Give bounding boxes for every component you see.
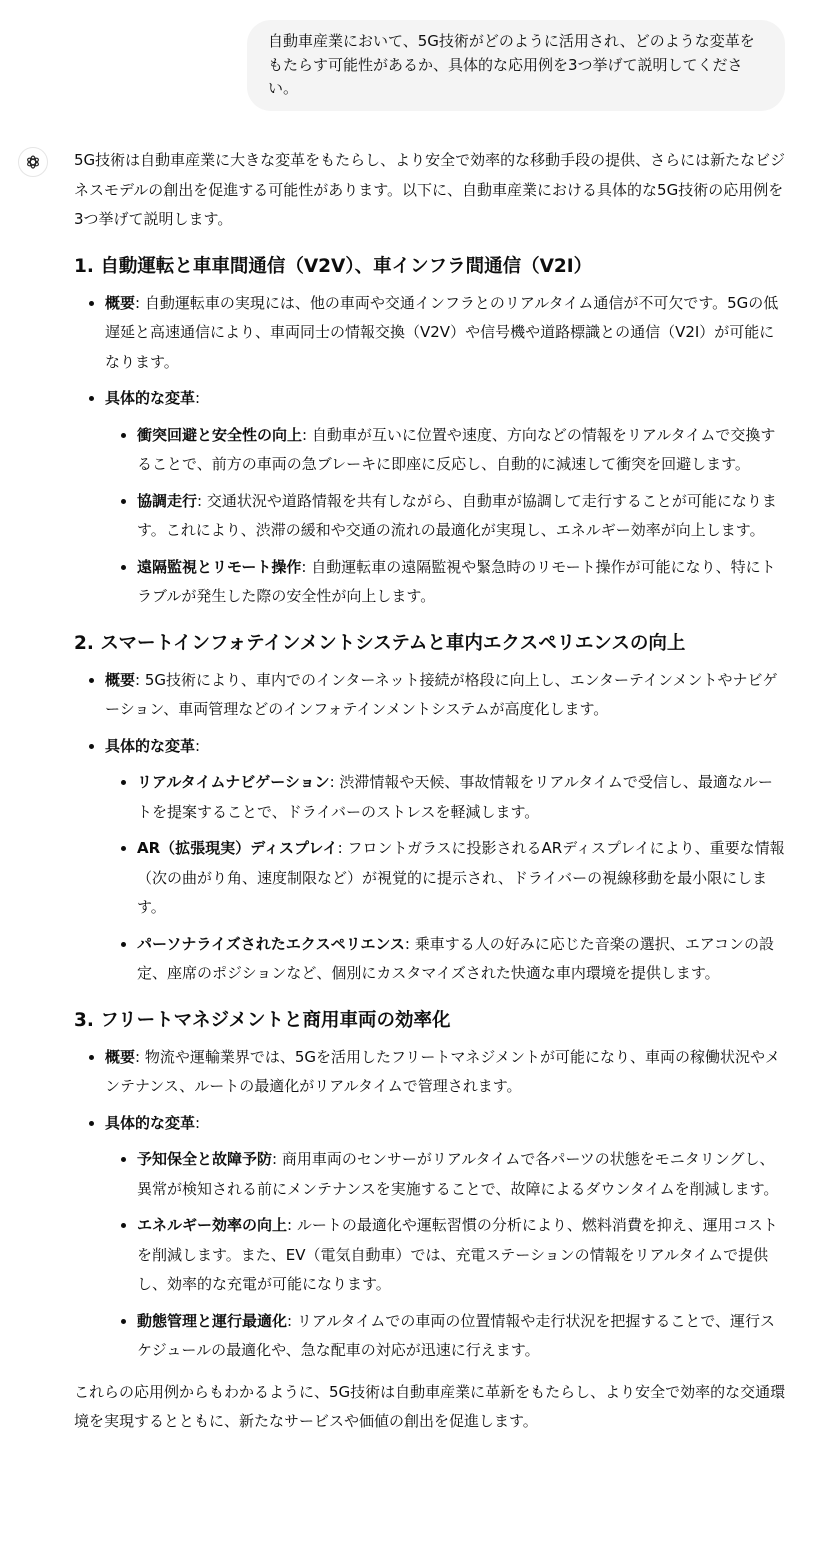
- change-text: : 自動運転車の遠隔監視や緊急時のリモート操作が可能になり、特にトラブルが発生した際の安全性が向上します。: [137, 557, 776, 605]
- change-item: [137, 487, 786, 546]
- overview-item: [105, 1043, 786, 1102]
- changes-item: [105, 732, 786, 989]
- change-text: : リアルタイムでの車両の位置情報や走行状況を把握することで、運行スケジュールの最適化や、急な配車の対応が迅速に行えます。: [137, 1311, 776, 1359]
- overview-item: [105, 289, 786, 378]
- change-label: AR（拡張現実）ディスプレイ: [137, 839, 338, 857]
- overview-label: 概要: [105, 1047, 136, 1066]
- user-message-bubble: [247, 20, 785, 111]
- change-label: エネルギー効率の向上: [137, 1216, 288, 1234]
- overview-label: 概要: [105, 670, 136, 689]
- changes-label: 具体的な変革: [105, 389, 196, 407]
- changes-item: [105, 384, 786, 612]
- change-label: 遠隔監視とリモート操作: [137, 557, 302, 576]
- change-text: : ルートの最適化や運転習慣の分析により、燃料消費を抑え、運用コストを削減します。また、EV（電気自動車）では、充電ステーションの情報をリアルタイムで提供し、効率的な充電が可能になります。: [137, 1216, 778, 1293]
- user-message-text: 自動車産業において、5G技術がどのように活用され、どのような変革をもたらす可能性があるか、具体的な応用例を3つ挙げて説明してください。: [268, 32, 755, 97]
- openai-logo-icon: [24, 153, 42, 171]
- change-text: : 乗車する人の好みに応じた音楽の選択、エアコンの設定、座席のポジションなど、個別にカスタマイズされた快適な車内環境を提供します。: [137, 934, 774, 982]
- change-label: 衝突回避と安全性の向上: [137, 425, 303, 444]
- section-list: [74, 666, 786, 989]
- overview-text: : 自動運転車の実現には、他の車両や交通インフラとのリアルタイム通信が不可欠です。5Gの低遅延と高速通信により、車両同士の情報交換（V2V）や信号機や道路標識との通信（V2I）が可能になります。: [105, 293, 779, 371]
- change-text: : 自動車が互いに位置や速度、方向などの情報をリアルタイムで交換することで、前方の車両の急ブレーキに即座に反応し、自動的に減速して衝突を回避します。: [137, 425, 776, 473]
- change-item: [137, 1307, 786, 1366]
- assistant-message: [74, 146, 786, 1437]
- change-label: 動態管理と運行最適化: [137, 1311, 288, 1330]
- changes-colon: :: [195, 1113, 201, 1132]
- change-item: [137, 1211, 786, 1300]
- overview-text: : 物流や運輸業界では、5Gを活用したフリートマネジメントが可能になり、車両の稼働状況やメンテナンス、ルートの最適化がリアルタイムで管理されます。: [105, 1047, 780, 1095]
- change-label: パーソナライズされたエクスペリエンス: [137, 934, 405, 953]
- change-item: [137, 834, 786, 923]
- section-list: [74, 289, 786, 612]
- change-item: [137, 1145, 786, 1204]
- changes-colon: :: [195, 389, 201, 407]
- change-text: : 交通状況や道路情報を共有しながら、自動車が協調して走行することが可能になります。これにより、渋滞の緩和や交通の流れの最適化が実現し、エネルギー効率が向上します。: [137, 491, 777, 539]
- section-heading: 2. スマートインフォテインメントシステムと車内エクスペリエンスの向上: [74, 632, 686, 654]
- overview-text: : 5G技術により、車内でのインターネット接続が格段に向上し、エンターテインメントやナビゲーション、車両管理などのインフォテインメントシステムが高度化します。: [105, 670, 778, 718]
- changes-item: [105, 1109, 786, 1366]
- section-list: [74, 1043, 786, 1366]
- assistant-avatar: [18, 147, 48, 177]
- section-heading: 1. 自動運転と車車間通信（V2V）、車インフラ間通信（V2I）: [74, 255, 593, 277]
- change-text: : 渋滞情報や天候、事故情報をリアルタイムで受信し、最適なルートを提案することで、ドライバーのストレスを軽減します。: [137, 773, 773, 821]
- conclusion-paragraph: これらの応用例からもわかるように、5G技術は自動車産業に革新をもたらし、より安全で効率的な交通環境を実現するとともに、新たなサービスや価値の創出を促進します。: [74, 1382, 786, 1430]
- change-label: 予知保全と故障予防: [137, 1150, 273, 1168]
- overview-item: [105, 666, 786, 725]
- change-text: : フロントガラスに投影されるARディスプレイにより、重要な情報（次の曲がり角、速度制限など）が視覚的に提示され、ドライバーの視線移動を最小限にします。: [137, 839, 785, 916]
- changes-list: [105, 768, 786, 989]
- section-heading: 3. フリートマネジメントと商用車両の効率化: [74, 1009, 451, 1031]
- overview-label: 概要: [105, 293, 136, 312]
- changes-list: [105, 1145, 786, 1366]
- changes-label: 具体的な変革: [105, 1113, 196, 1132]
- change-label: リアルタイムナビゲーション: [137, 773, 330, 791]
- changes-label: 具体的な変革: [105, 736, 196, 755]
- change-item: [137, 421, 786, 480]
- change-item: [137, 553, 786, 612]
- change-item: [137, 768, 786, 827]
- changes-list: [105, 421, 786, 612]
- changes-colon: :: [195, 736, 201, 755]
- change-text: : 商用車両のセンサーがリアルタイムで各パーツの状態をモニタリングし、異常が検知される前にメンテナンスを実施することで、故障によるダウンタイムを削減します。: [137, 1150, 779, 1198]
- change-label: 協調走行: [137, 491, 198, 510]
- intro-paragraph: 5G技術は自動車産業に大きな変革をもたらし、より安全で効率的な移動手段の提供、さらには新たなビジネスモデルの創出を促進する可能性があります。以下に、自動車産業における具体的な5G技術の応用例を3つ挙げて説明します。: [74, 151, 786, 228]
- change-item: [137, 930, 786, 989]
